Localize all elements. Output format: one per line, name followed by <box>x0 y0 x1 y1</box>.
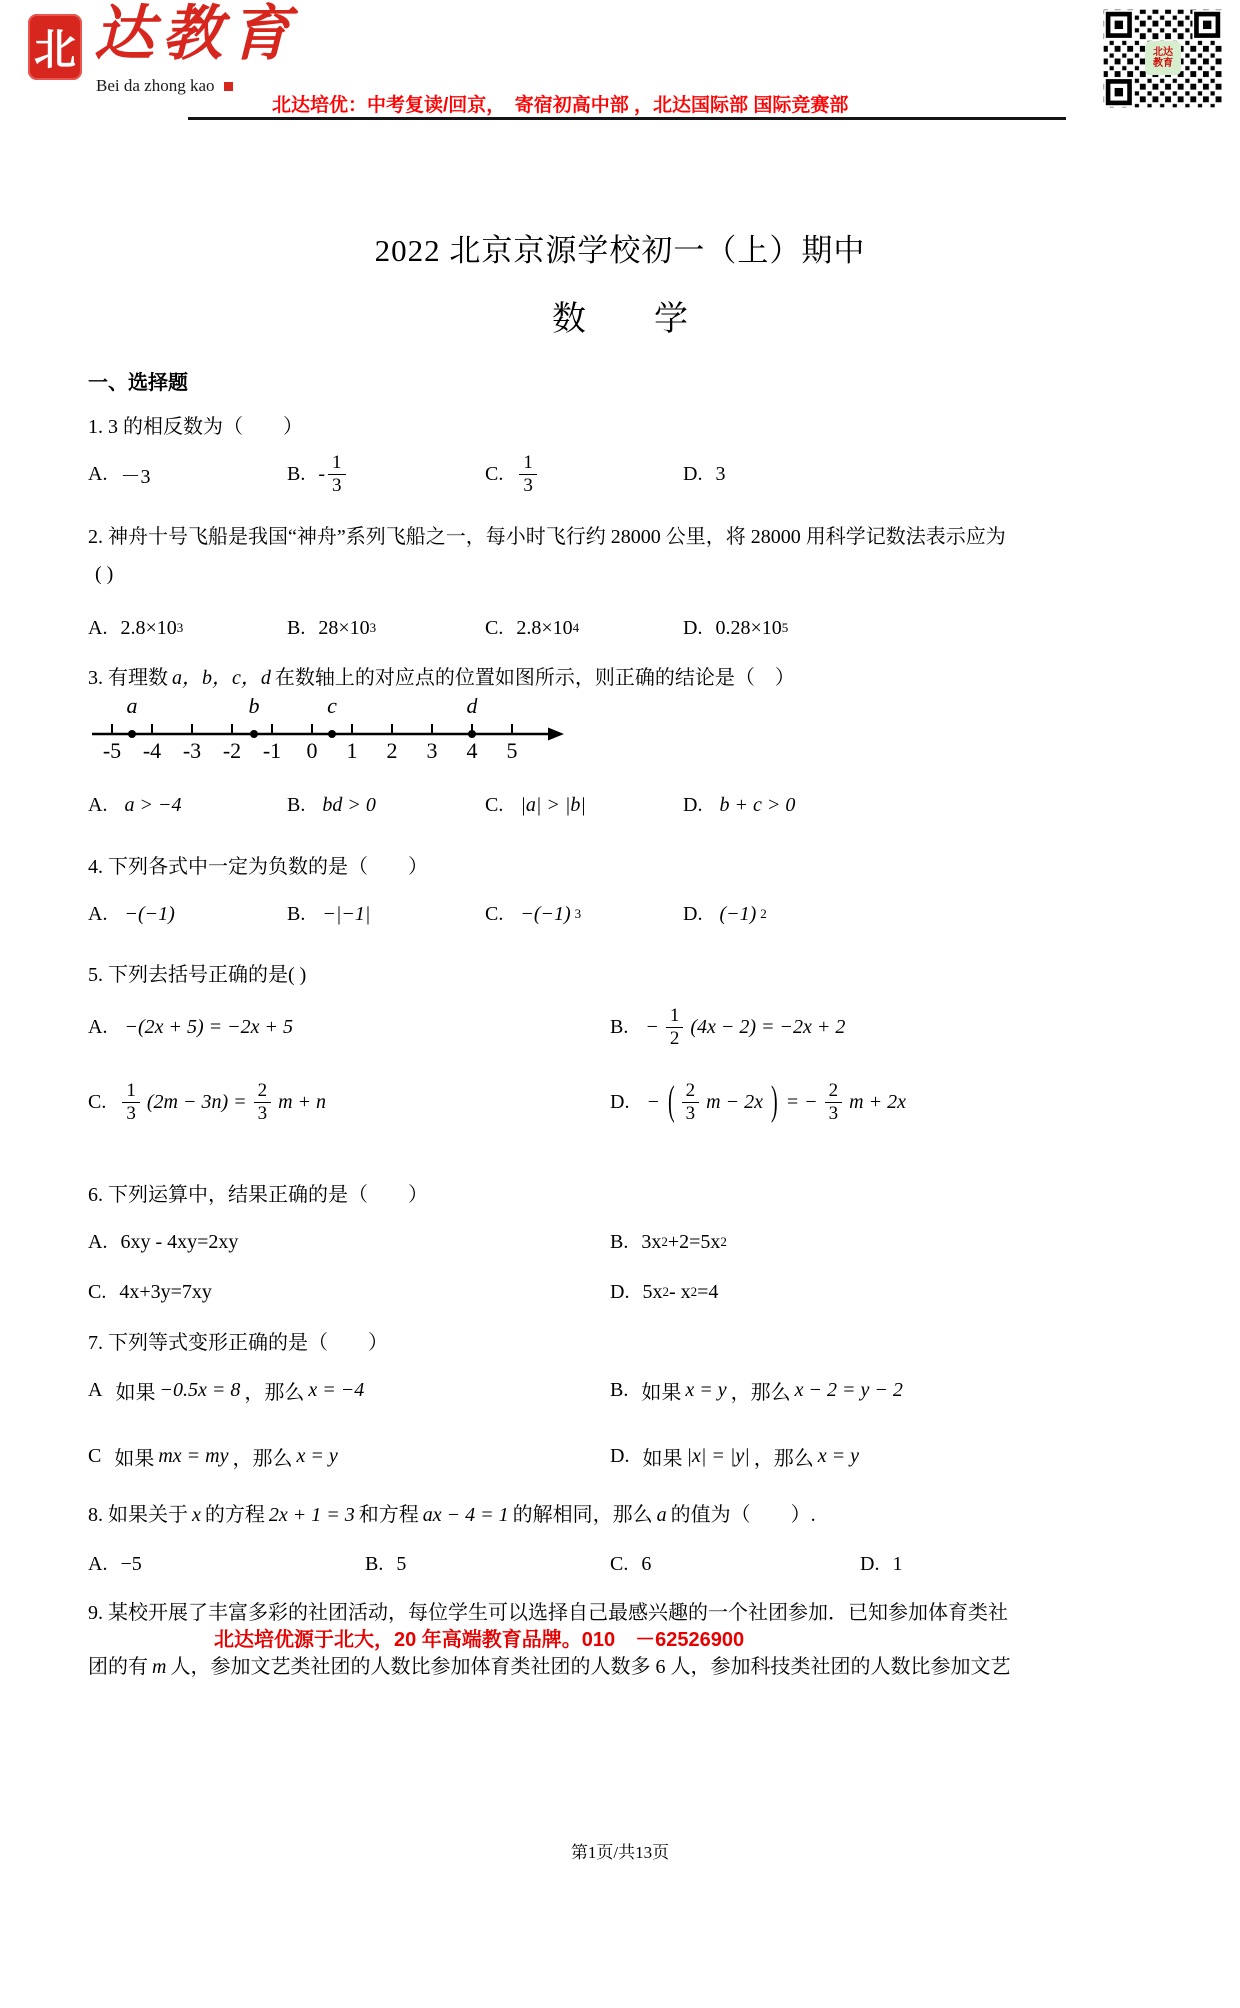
svg-text:4: 4 <box>466 738 478 763</box>
q1-option-b: B. - $\frac{1}{3}$ <box>287 452 485 496</box>
q4-option-a: A. −(−1) <box>88 902 175 925</box>
svg-text:-5: -5 <box>102 738 122 763</box>
brand-caption-square-icon <box>224 82 233 91</box>
q7-option-a: A 如果 −0.5x = 8 ，那么 x = −4 <box>88 1378 365 1404</box>
q7-option-c: C 如果 mx = my ，那么 x = y <box>88 1444 338 1470</box>
q3-option-b: B. bd > 0 <box>287 793 376 816</box>
fraction: $\frac{1}{3}$ <box>519 452 537 496</box>
question-8-options <box>88 1545 1198 1583</box>
q4-option-b: B. −|−1| <box>287 902 371 925</box>
q5-option-a: A. −(2x + 5) = −2x + 5 <box>88 1015 294 1038</box>
svg-text:-4: -4 <box>142 738 162 763</box>
svg-text:-3: -3 <box>182 738 202 763</box>
brand-caption <box>96 76 233 96</box>
svg-text:5: 5 <box>506 738 518 763</box>
svg-text:3: 3 <box>426 738 438 763</box>
q2-option-b: B. 28×10 3 <box>287 616 377 639</box>
q1-option-a: A. －3 <box>88 462 151 488</box>
q2-option-d: D. 0.28×10 5 <box>683 616 789 639</box>
q6-option-b: B. 3x 2 +2=5x 2 <box>610 1230 727 1253</box>
q6-option-c: C. 4x+3y=7xy <box>88 1280 212 1303</box>
question-3-options <box>88 783 1198 827</box>
question-7-stem: 7. 下列等式变形正确的是（ ） <box>88 1332 388 1354</box>
qr-badge-line2: 教育 <box>1153 58 1173 69</box>
q6-option-d: D. 5x 2 - x 2 =4 <box>610 1280 719 1303</box>
q4-option-d: D. (−1) 2 <box>683 902 767 925</box>
question-4-stem: 4. 下列各式中一定为负数的是（ ） <box>88 856 428 878</box>
q1-option-c: C. $\frac{1}{3}$ <box>485 452 683 496</box>
svg-text:-1: -1 <box>262 738 282 763</box>
q5-option-b: B. − $\frac{1}{2}$ (4x − 2) = −2x + 2 <box>610 1005 846 1049</box>
q3-option-a: A. a > −4 <box>88 793 182 816</box>
svg-text:b: b <box>248 698 260 718</box>
fraction: $\frac{1}{3}$ <box>328 452 346 496</box>
q2-option-c: C. 2.8×10 4 <box>485 616 580 639</box>
qr-center-badge <box>1145 41 1181 75</box>
qr-code <box>1102 8 1224 109</box>
question-8-stem: 8. 如果关于 x 的方程 2x + 1 = 3 和方程 ax − 4 = 1 的解相同，那么 a 的值为（ ）. <box>88 1504 816 1526</box>
question-6-options-row1 <box>88 1222 1198 1262</box>
header-slogan: 北达培优：中考复读/回京， 寄宿初高中部 ，北达国际部 国际竞赛部 <box>272 95 849 116</box>
q4-option-c: C. −(−1) 3 <box>485 902 582 925</box>
q1-option-d: D. 3 <box>683 462 726 485</box>
question-5-stem: 5. 下列去括号正确的是( ) <box>88 964 307 986</box>
page-title: 2022 北京京源学校初一（上）期中 <box>374 233 866 268</box>
question-3-stem: 3. 有理数 a，b，c，d 在数轴上的对应点的位置如图所示，则正确的结论是（ ） <box>88 667 795 689</box>
fraction: $\frac{1}{2}$ <box>666 1005 684 1049</box>
svg-text:a: a <box>126 698 138 718</box>
svg-text:1: 1 <box>346 738 358 763</box>
brand-script: 达教育 <box>94 1 298 67</box>
fraction: $\frac{1}{3}$ <box>122 1080 140 1124</box>
question-5-options-row2 <box>88 1070 1198 1134</box>
fraction: $\frac{2}{3}$ <box>254 1080 272 1124</box>
number-line-figure <box>92 698 572 770</box>
brand-seal-icon <box>28 14 82 80</box>
question-5-options-row1 <box>88 995 1198 1059</box>
fraction: $\frac{2}{3}$ <box>682 1080 700 1124</box>
question-2-options <box>88 608 1198 648</box>
q2-option-a: A. 2.8×10 3 <box>88 616 184 639</box>
question-4-options <box>88 890 1198 938</box>
question-9-line2: 团的有 m 人，参加文艺类社团的人数比参加体育类社团的人数多 6 人，参加科技类社团的人数比参加文艺 <box>88 1656 1011 1678</box>
q3-option-c: C. |a| > |b| <box>485 793 586 816</box>
q5-option-d: D. − ( $\frac{2}{3}$ m − 2x ) = − $\frac{2}{3}$ m + 2x <box>610 1080 1198 1124</box>
svg-text:2: 2 <box>386 738 398 763</box>
q6-option-a: A. 6xy - 4xy=2xy <box>88 1230 239 1253</box>
q7-option-d: D. 如果 |x| = |y| ，那么 x = y <box>610 1444 859 1470</box>
question-7-options-row1 <box>88 1368 1198 1412</box>
brand-seal-char: 北 <box>33 28 76 74</box>
question-2-stem-line2: ( ) <box>95 563 114 585</box>
section-heading: 一、选择题 <box>88 372 188 394</box>
ad-watermark: 北达培优源于北大，20 年高端教育品牌。010 －62526900 <box>214 1629 745 1651</box>
question-9-line1: 9. 某校开展了丰富多彩的社团活动，每位学生可以选择自己最感兴趣的一个社团参加．已知参加体育类社 <box>88 1602 1008 1624</box>
qr-badge-line1: 北达 <box>1153 46 1173 58</box>
question-1-options <box>88 443 1198 505</box>
question-2-stem: 2. 神舟十号飞船是我国“神舟”系列飞船之一，每小时飞行约 28000 公里，将 28000 用科学记数法表示应为 <box>88 526 1006 548</box>
question-1-stem: 1. 3 的相反数为（ ） <box>88 416 303 438</box>
question-6-options-row2 <box>88 1272 1198 1312</box>
question-6-stem: 6. 下列运算中，结果正确的是（ ） <box>88 1184 428 1206</box>
q3-option-d: D. b + c > 0 <box>683 793 796 816</box>
brand-caption-text: Bei da zhong kao <box>96 76 215 95</box>
page-number: 第1页/共13页 <box>570 1843 670 1862</box>
header-rule <box>188 117 1066 120</box>
question-7-options-row2 <box>88 1434 1198 1478</box>
svg-text:0: 0 <box>306 738 318 763</box>
page-subtitle: 数 学 <box>552 301 688 338</box>
q5-option-c: C. $\frac{1}{3}$ (2m − 3n) = $\frac{2}{3}$ m + n <box>88 1080 327 1124</box>
q8-option-b: B. 5 <box>365 1552 407 1575</box>
svg-text:-2: -2 <box>222 738 242 763</box>
q8-option-a: A. −5 <box>88 1552 142 1575</box>
svg-text:d: d <box>466 698 478 718</box>
q7-option-b: B. 如果 x = y ，那么 x − 2 = y − 2 <box>610 1378 903 1404</box>
q8-option-d: D. 1 <box>860 1552 903 1575</box>
fraction: $\frac{2}{3}$ <box>825 1080 843 1124</box>
tall-paren-right: ) <box>770 1078 778 1124</box>
tall-paren-left: ( <box>667 1078 675 1124</box>
q8-option-c: C. 6 <box>610 1552 652 1575</box>
svg-text:c: c <box>327 698 337 718</box>
